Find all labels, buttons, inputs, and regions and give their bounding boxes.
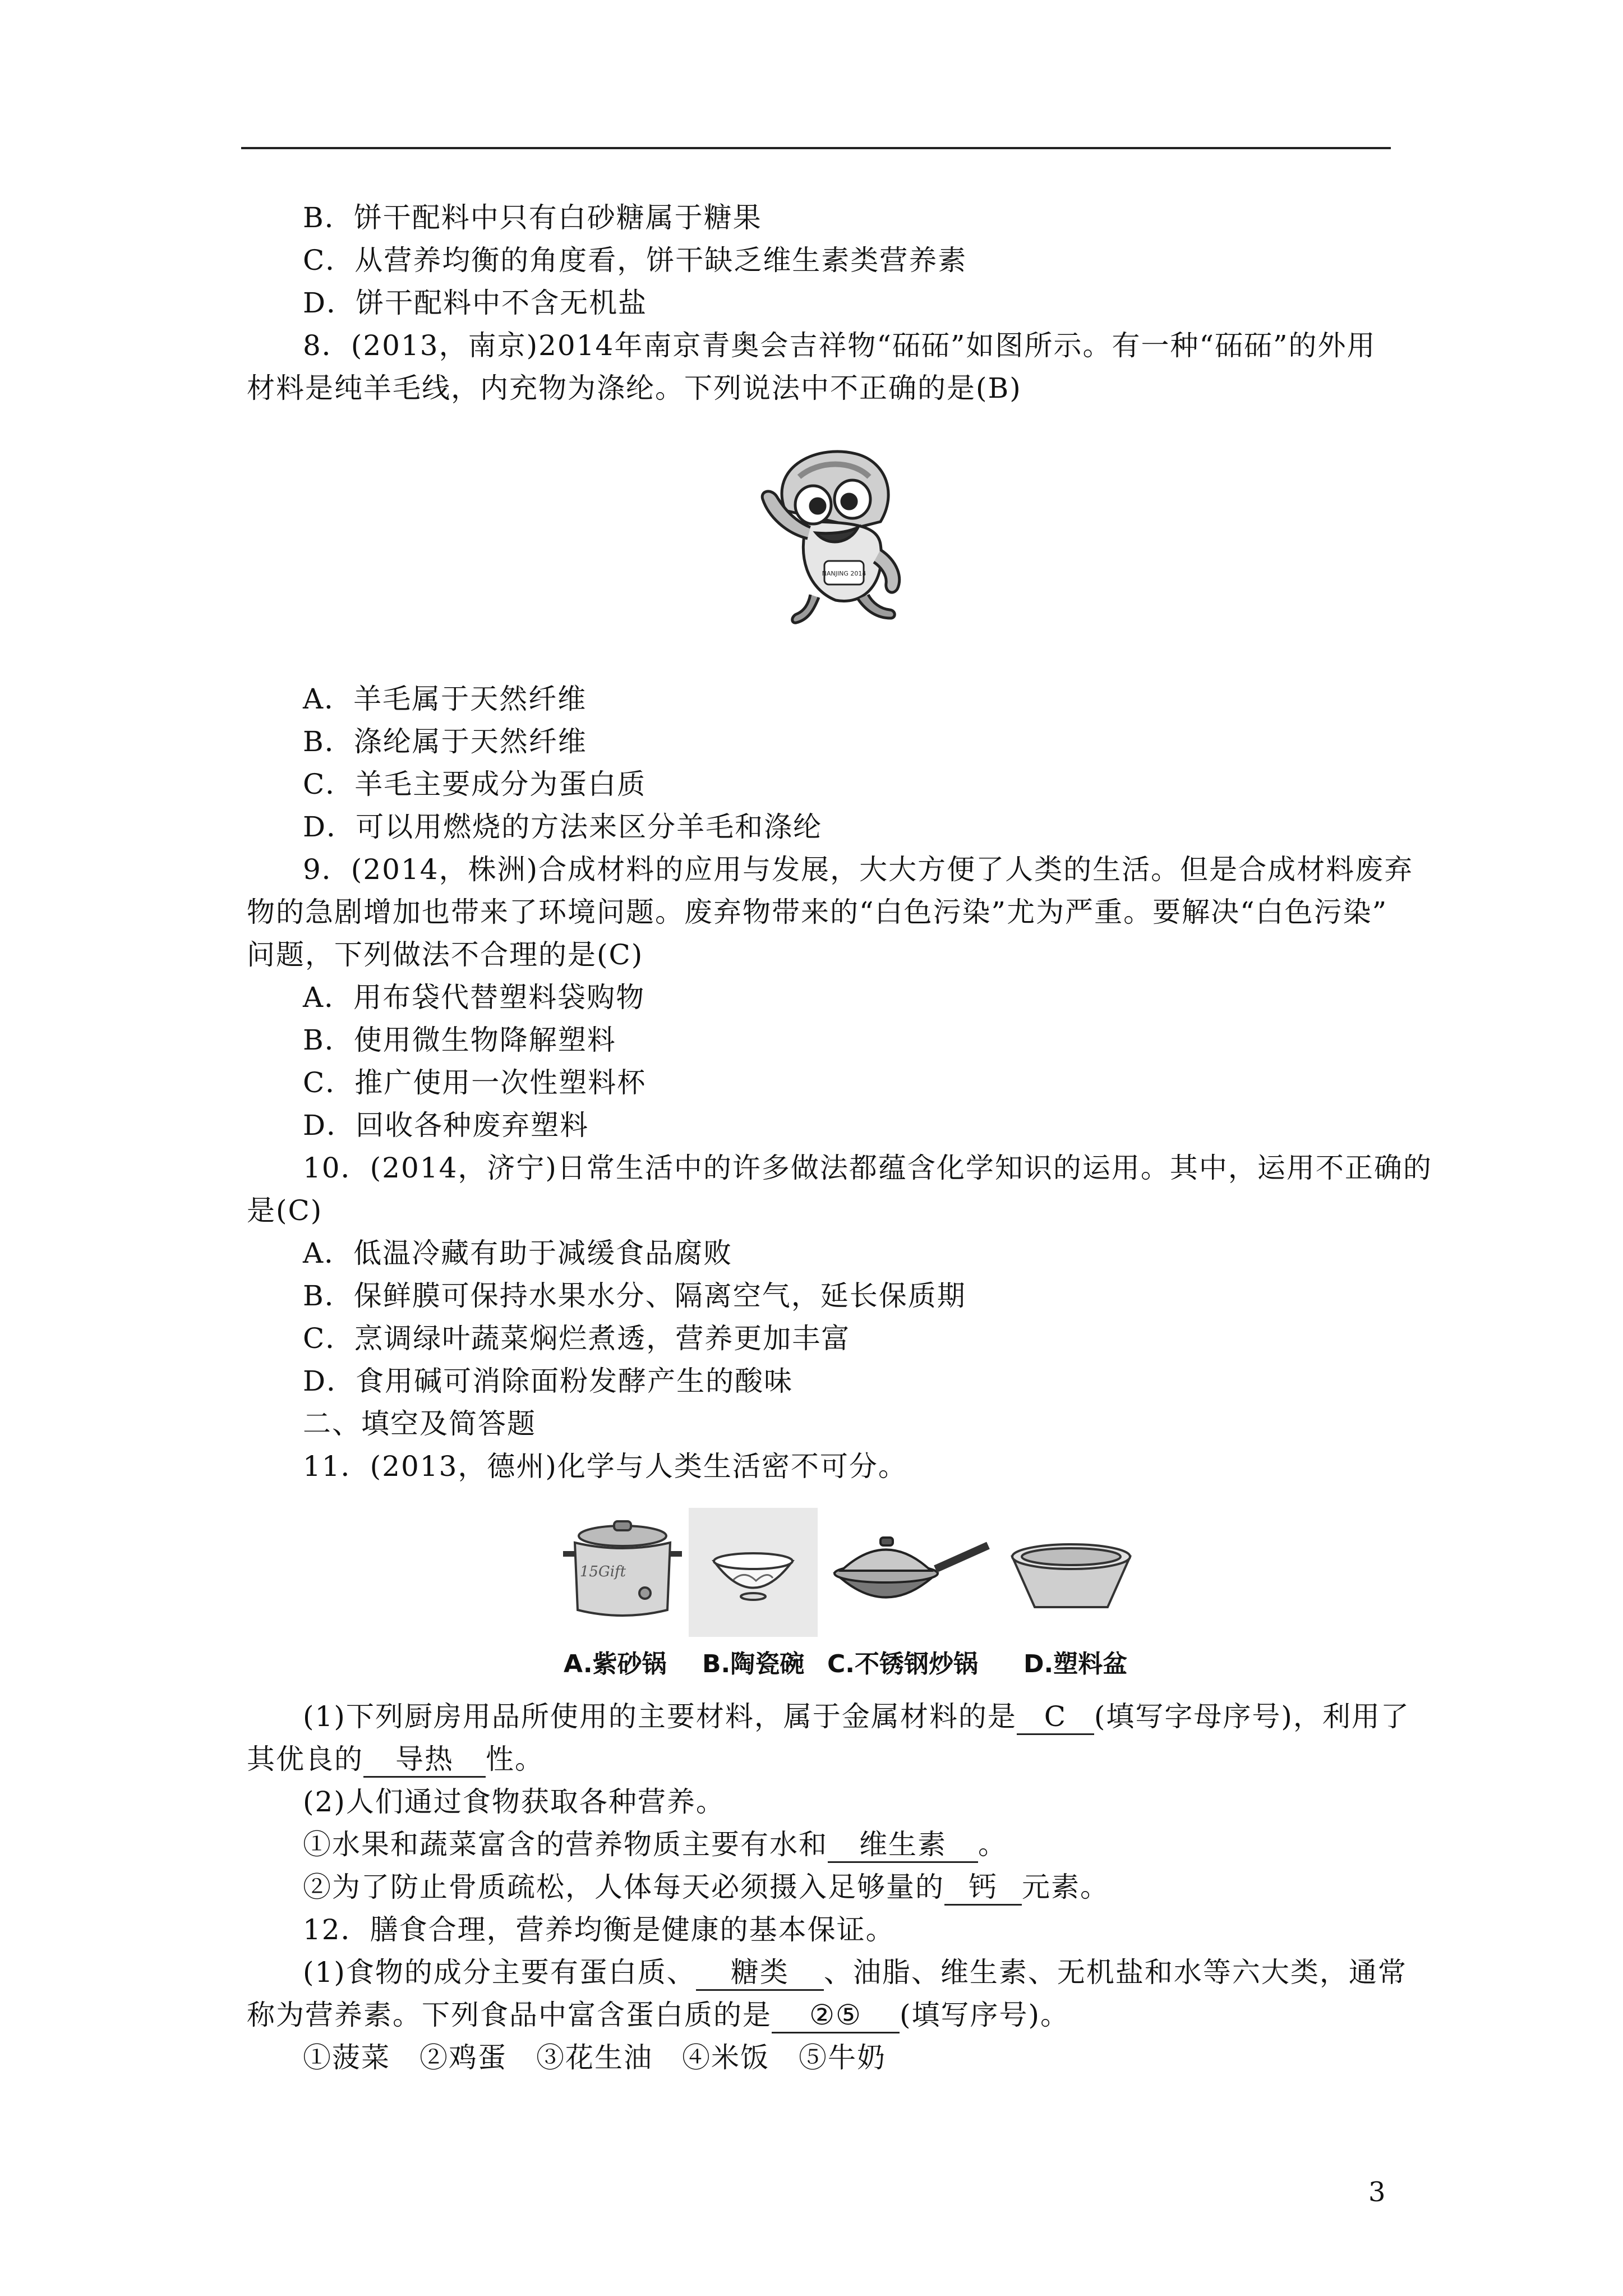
q8-option-c: C．羊毛主要成分为蛋白质 [303,768,647,800]
q11-part1-text-d: 性。 [486,1743,544,1775]
q7-option-d: D．饼干配料中不含无机盐 [303,287,648,319]
q12-stem: 12．膳食合理，营养均衡是健康的基本保证。 [303,1913,895,1946]
q10-option-b: B．保鲜膜可保持水果水分、隔离空气，延长保质期 [303,1280,966,1312]
q11-part2: (2)人们通过食物获取各种营养。 [303,1786,725,1818]
q11-part2-item1-text-a: ①水果和蔬菜富含的营养物质主要有水和 [303,1828,828,1861]
q7-option-b: B．饼干配料中只有白砂糖属于糖果 [303,201,762,234]
q9-option-a: A．用布袋代替塑料袋购物 [303,981,645,1014]
q11-part2-item1 [303,1828,1007,1863]
q12-part1-text-c: 称为营养素。下列食品中富含蛋白质的是 [247,1999,772,2031]
page-number: 3 [1368,2177,1386,2208]
q12-food-list: ①菠菜 ②鸡蛋 ③花生油 ④米饭 ⑤牛奶 [303,2041,886,2074]
q8-stem-line1: 8．(2013，南京)2014年南京青奥会吉祥物“砳砳”如图所示。有一种“砳砳”的外用 [303,329,1376,362]
q11-answer-vitamin: 维生素 [828,1828,978,1863]
pot-brand-text: 15Gift [579,1563,626,1580]
q9-option-d: D．回收各种废弃塑料 [303,1109,589,1142]
q11-part2-item2-text-a: ②为了防止骨质疏松，人体每天必须摄入足够量的 [303,1871,944,1903]
q10-option-d: D．食用碱可消除面粉发酵产生的酸味 [303,1365,794,1397]
q7-option-c: C．从营养均衡的角度看，饼干缺乏维生素类营养素 [303,244,967,277]
mascot-lele-illustration [746,443,931,628]
q12-part1-text-a: (1)食物的成分主要有蛋白质、 [303,1956,696,1989]
q11-part1-line1 [303,1700,1410,1735]
q11-part1-text-a: (1)下列厨房用品所使用的主要材料，属于金属材料的是 [303,1700,1017,1733]
q10-stem-line1: 10．(2014，济宁)日常生活中的许多做法都蕴含化学知识的运用。其中，运用不正确的 [303,1152,1432,1184]
caption-steel-wok: C.不锈钢炒锅 [827,1650,979,1678]
plastic-basin-image [1004,1534,1138,1618]
q11-part2-item2-text-b: 元素。 [1022,1871,1109,1903]
section-heading: 二、填空及简答题 [303,1407,536,1440]
q9-stem-line3: 问题，下列做法不合理的是(C) [247,938,644,971]
ceramic-bowl-image [689,1508,818,1637]
caption-plastic-basin: D.塑料盆 [1023,1650,1128,1678]
q8-option-d: D．可以用燃烧的方法来区分羊毛和涤纶 [303,811,823,843]
q9-option-c: C．推广使用一次性塑料杯 [303,1066,647,1099]
q11-part2-item1-text-b: 。 [978,1828,1007,1861]
q12-part1-text-b: 、油脂、维生素、无机盐和水等六大类，通常 [823,1956,1407,1989]
q12-part1-line2 [247,1998,1069,2033]
caption-ceramic-bowl: B.陶瓷碗 [702,1650,805,1678]
q10-option-c: C．烹调绿叶蔬菜焖烂煮透，营养更加丰富 [303,1322,851,1355]
header-rule [241,147,1391,149]
q12-part1-line1 [303,1955,1407,1991]
q12-answer-sugar: 糖类 [696,1955,824,1991]
q11-part1-text-c: 其优良的 [247,1743,363,1775]
caption-clay-pot: A.紫砂锅 [564,1650,667,1678]
q12-part1-text-d: (填写序号)。 [900,1999,1070,2031]
q11-part1-text-b: (填写字母序号)，利用了 [1094,1700,1410,1733]
q8-option-b: B．涤纶属于天然纤维 [303,725,587,758]
q11-answer-calcium: 钙 [944,1870,1022,1906]
q9-option-b: B．使用微生物降解塑料 [303,1024,616,1056]
q11-stem: 11．(2013，德州)化学与人类生活密不可分。 [303,1450,907,1483]
steel-wok-image [824,1523,993,1624]
q9-stem-line1: 9．(2014，株洲)合成材料的应用与发展，大大方便了人类的生活。但是合成材料废弃 [303,853,1414,886]
clay-pot-image [555,1515,690,1627]
q11-part2-item2 [303,1870,1109,1906]
q8-option-a: A．羊毛属于天然纤维 [303,683,587,715]
q11-part1-line2 [247,1742,544,1778]
q10-option-a: A．低温冷藏有助于减缓食品腐败 [303,1237,733,1269]
q9-stem-line2: 物的急剧增加也带来了环境问题。废弃物带来的“白色污染”尤为严重。要解决“白色污染” [247,896,1388,928]
mascot-badge-text: NANJING 2014 [822,570,866,577]
q11-answer-property: 导热 [363,1742,486,1778]
q11-answer-metal: C [1017,1700,1094,1735]
q10-stem-line2: 是(C) [247,1194,323,1227]
q12-answer-protein-foods: ②⑤ [772,1998,900,2033]
q8-stem-line2: 材料是纯羊毛线，内充物为涤纶。下列说法中不正确的是(B) [247,372,1022,404]
